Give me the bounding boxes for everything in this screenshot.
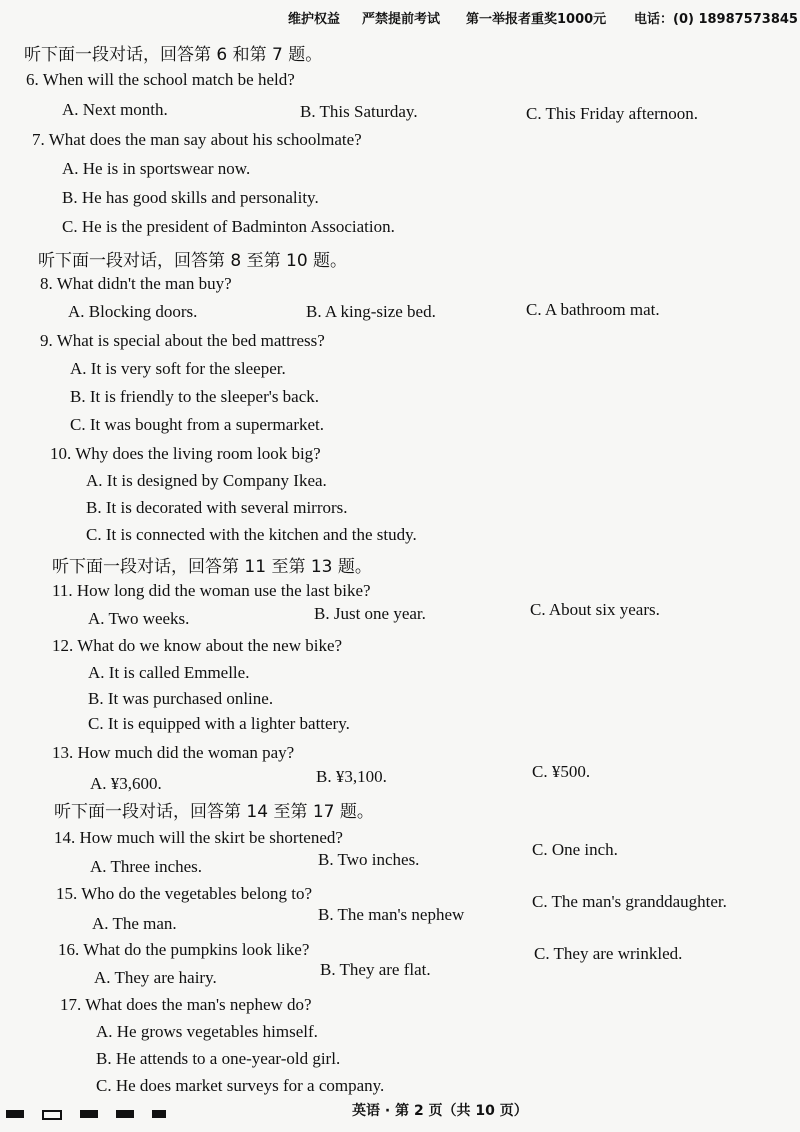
question-15 <box>56 884 312 904</box>
option-c: C. One inch. <box>532 840 618 859</box>
option-b: B. Just one year. <box>314 604 426 623</box>
question-text: What didn't the man buy? <box>56 274 232 293</box>
option-b: B. A king-size bed. <box>306 302 436 321</box>
alignment-mark <box>152 1110 166 1118</box>
option-b: B. It was purchased online. <box>88 689 274 708</box>
question-text: When will the school match be held? <box>42 70 295 89</box>
question-number: 7. <box>32 130 45 149</box>
option-b: B. This Saturday. <box>300 102 418 121</box>
header-rights: 维护权益 <box>288 12 341 27</box>
option-a: A. He is in sportswear now. <box>62 159 251 178</box>
alignment-mark <box>42 1110 62 1120</box>
option-c: C. He is the president of Badminton Association. <box>62 217 395 236</box>
question-text: Who do the vegetables belong to? <box>81 884 313 903</box>
question-number: 14. <box>54 828 76 847</box>
question-text: How much did the woman pay? <box>77 743 295 762</box>
option-c: C. This Friday afternoon. <box>526 104 699 123</box>
question-number: 8. <box>40 274 53 293</box>
question-number: 11. <box>52 581 73 600</box>
option-c: C. About six years. <box>530 600 660 619</box>
question-text: How much will the skirt be shortened? <box>79 828 343 847</box>
section-instruction: 听下面一段对话，回答第 8 至第 10 题。 <box>38 251 348 271</box>
question-text: What is special about the bed mattress? <box>56 331 325 350</box>
option-b: B. He attends to a one-year-old girl. <box>96 1049 341 1068</box>
option-b: B. It is decorated with several mirrors. <box>86 498 348 517</box>
option-c: C. ¥500. <box>532 762 591 781</box>
page-footer <box>0 1092 800 1128</box>
option-a: A. He grows vegetables himself. <box>96 1022 318 1041</box>
header-phone: 电话：(0) 18987573845 <box>634 12 798 27</box>
option-a: A. It is called Emmelle. <box>88 663 250 682</box>
option-a: A. Next month. <box>62 100 168 119</box>
option-a: A. The man. <box>92 914 177 933</box>
option-b: B. They are flat. <box>320 960 431 979</box>
question-16 <box>58 940 309 960</box>
question-text: How long did the woman use the last bike? <box>76 581 371 600</box>
option-a: A. Three inches. <box>90 857 203 876</box>
alignment-mark <box>80 1110 98 1118</box>
question-13 <box>52 743 294 763</box>
question-12 <box>52 636 342 656</box>
question-number: 16. <box>58 940 80 959</box>
option-a: A. They are hairy. <box>94 968 217 987</box>
question-7 <box>32 130 362 150</box>
question-number: 17. <box>60 995 82 1014</box>
question-number: 9. <box>40 331 53 350</box>
exam-header <box>0 4 800 28</box>
page-number: 英语 · 第 2 页（共 10 页） <box>352 1103 528 1119</box>
question-text: Why does the living room look big? <box>75 444 321 463</box>
alignment-mark <box>116 1110 134 1118</box>
option-a: A. Blocking doors. <box>68 302 198 321</box>
question-9 <box>40 331 325 351</box>
question-17 <box>60 995 312 1015</box>
option-b: B. He has good skills and personality. <box>62 188 319 207</box>
question-text: What do we know about the new bike? <box>77 636 343 655</box>
option-a: A. It is very soft for the sleeper. <box>70 359 286 378</box>
alignment-mark <box>6 1110 24 1118</box>
question-text: What does the man say about his schoolmate? <box>48 130 362 149</box>
option-c: C. They are wrinkled. <box>534 944 683 963</box>
section-instruction: 听下面一段对话，回答第 14 至第 17 题。 <box>54 802 374 822</box>
question-11 <box>52 581 371 601</box>
option-a: A. Two weeks. <box>88 609 190 628</box>
header-no-early-exam: 严禁提前考试 <box>362 12 441 27</box>
question-text: What does the man's nephew do? <box>85 995 312 1014</box>
question-text: What do the pumpkins look like? <box>83 940 310 959</box>
option-c: C. It is equipped with a lighter battery. <box>88 714 350 733</box>
question-number: 10. <box>50 444 72 463</box>
option-c: C. It was bought from a supermarket. <box>70 415 324 434</box>
option-b: B. ¥3,100. <box>316 767 387 786</box>
section-instruction: 听下面一段对话，回答第 11 至第 13 题。 <box>52 557 372 577</box>
question-number: 13. <box>52 743 74 762</box>
option-b: B. Two inches. <box>318 850 420 869</box>
option-c: C. The man's granddaughter. <box>532 892 727 911</box>
question-number: 6. <box>26 70 39 89</box>
header-reward: 第一举报者重奖1000元 <box>466 12 607 27</box>
question-10 <box>50 444 321 464</box>
question-number: 12. <box>52 636 74 655</box>
question-8 <box>40 274 232 294</box>
option-a: A. ¥3,600. <box>90 774 162 793</box>
question-14 <box>54 828 343 848</box>
option-b: B. The man's nephew <box>318 905 465 924</box>
option-c: C. He does market surveys for a company. <box>96 1076 385 1095</box>
section-instruction: 听下面一段对话，回答第 6 和第 7 题。 <box>24 45 323 65</box>
question-number: 15. <box>56 884 78 903</box>
option-a: A. It is designed by Company Ikea. <box>86 471 327 490</box>
option-b: B. It is friendly to the sleeper's back. <box>70 387 320 406</box>
option-c: C. A bathroom mat. <box>526 300 660 319</box>
question-6 <box>26 70 295 90</box>
option-c: C. It is connected with the kitchen and the study. <box>86 525 417 544</box>
